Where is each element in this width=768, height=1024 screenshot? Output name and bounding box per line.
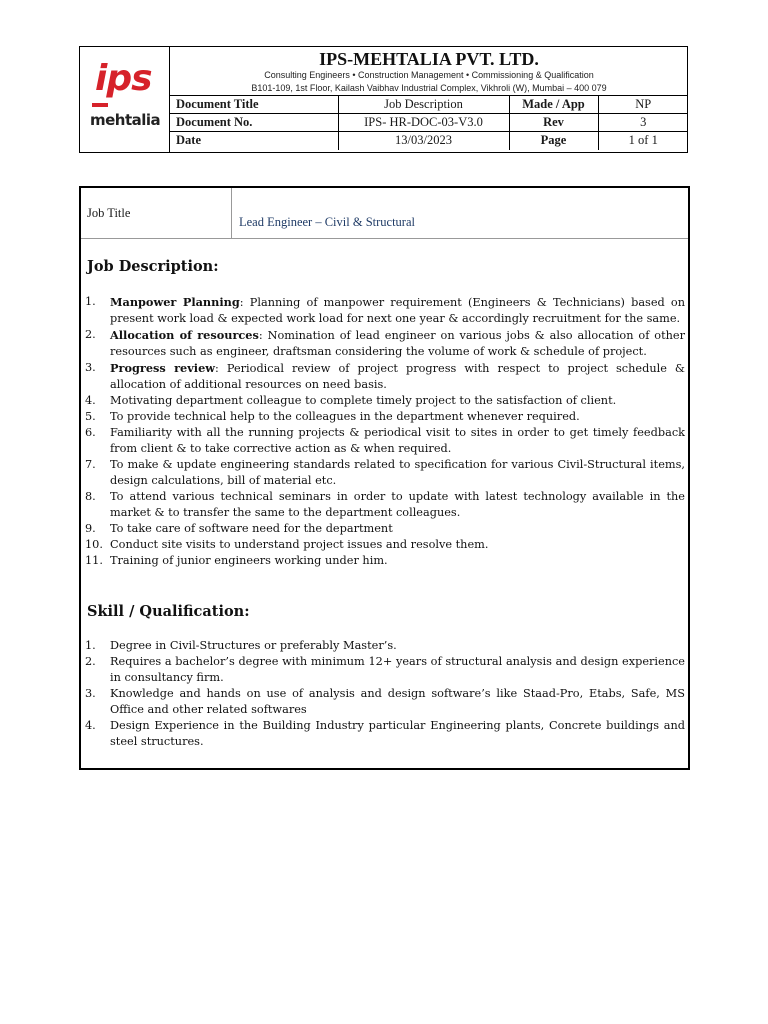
logo-accent-bar [92, 103, 108, 107]
list-item [85, 553, 685, 569]
list-item-text: To provide technical help to the colleagues in the department whenever required. [110, 410, 580, 423]
list-item [85, 638, 685, 654]
list-item-text: Requires a bachelor’s degree with minimum 12+ years of structural analysis and design experience in consultancy firm. [110, 655, 685, 684]
list-item-text: Degree in Civil-Structures or preferably Master’s. [110, 639, 397, 652]
list-item-number: 4. [85, 719, 96, 732]
document-meta-table [170, 95, 688, 150]
meta-label: Rev [509, 114, 598, 132]
company-name: IPS-MEHTALIA PVT. LTD. [319, 49, 539, 69]
list-item-number: 1. [85, 295, 96, 308]
list-item [85, 489, 685, 521]
list-item [85, 425, 685, 457]
list-item-number: 3. [85, 687, 96, 700]
meta-value: 13/03/2023 [338, 132, 509, 150]
list-item [85, 457, 685, 489]
list-item [85, 327, 685, 360]
list-item [85, 409, 685, 425]
list-item-number: 11. [85, 554, 103, 567]
job-description-list [85, 294, 685, 569]
list-item-title: Allocation of resources [110, 328, 259, 342]
list-item-text: Design Experience in the Building Industry particular Engineering plants, Concrete buildings and steel structures. [110, 719, 685, 748]
list-item-number: 2. [85, 655, 96, 668]
list-item-title: Progress review [110, 361, 216, 375]
company-logo [80, 47, 170, 152]
list-item-text: : Planning of manpower requirement (Engineers & Technicians) based on present work load & expected work load for next one year & accordingly recruitment for the same. [110, 296, 685, 325]
list-item-number: 7. [85, 458, 96, 471]
skill-qualification-list [85, 638, 685, 750]
list-item [85, 294, 685, 327]
list-item [85, 360, 685, 393]
list-item-number: 3. [85, 361, 96, 374]
list-item-number: 9. [85, 522, 96, 535]
job-title-value: Lead Engineer – Civil & Structural [239, 215, 415, 229]
logo-mehtalia-text: mehtalia [90, 111, 161, 129]
skill-qualification-heading: Skill / Qualification: [87, 603, 250, 620]
job-description-box [79, 186, 690, 770]
list-item [85, 686, 685, 718]
list-item-text: To make & update engineering standards related to specification for various Civil-Structural items, design calculations, bill of material etc. [110, 458, 685, 487]
list-item [85, 521, 685, 537]
list-item-number: 5. [85, 410, 96, 423]
meta-value: 1 of 1 [598, 132, 688, 150]
list-item-number: 8. [85, 490, 96, 503]
list-item-text: Motivating department colleague to complete timely project to the satisfaction of client. [110, 394, 617, 407]
job-title-row [81, 188, 688, 239]
meta-label: Document Title [170, 96, 338, 114]
list-item [85, 654, 685, 686]
list-item [85, 537, 685, 553]
meta-label: Date [170, 132, 338, 150]
logo-ips-text: ips [95, 58, 152, 99]
list-item-text: Conduct site visits to understand project issues and resolve them. [110, 538, 489, 551]
list-item-number: 2. [85, 328, 96, 341]
list-item-text: : Periodical review of project progress with respect to project schedule & allocation of additional resources on need basis. [110, 362, 685, 391]
list-item [85, 393, 685, 409]
meta-value: 3 [598, 114, 688, 132]
job-description-heading: Job Description: [87, 258, 219, 275]
list-item-text: To take care of software need for the department [110, 522, 393, 535]
list-item-number: 6. [85, 426, 96, 439]
list-item-text: Knowledge and hands on use of analysis and design software’s like Staad-Pro, Etabs, Safe, MS Office and other related softwares [110, 687, 685, 716]
meta-label: Page [509, 132, 598, 150]
company-address: B101-109, 1st Floor, Kailash Vaibhav Industrial Complex, Vikhroli (W), Mumbai – 400 079 [251, 83, 607, 93]
meta-row [170, 132, 688, 150]
meta-label: Made / App [509, 96, 598, 114]
list-item-title: Manpower Planning [110, 295, 240, 309]
list-item-text: Familiarity with all the running projects & periodical visit to sites in order to get timely feedback from client & to take corrective action as & when required. [110, 426, 685, 455]
list-item-number: 1. [85, 639, 96, 652]
document-header [79, 46, 688, 153]
meta-row [170, 96, 688, 114]
meta-row [170, 114, 688, 132]
list-item-number: 10. [85, 538, 103, 551]
list-item-number: 4. [85, 394, 96, 407]
company-services: Consulting Engineers • Construction Management • Commissioning & Qualification [264, 70, 594, 80]
job-title-label: Job Title [87, 206, 131, 220]
meta-label: Document No. [170, 114, 338, 132]
list-item-text: : Nomination of lead engineer on various jobs & also allocation of other resources such as engineer, draftsman considering the volume of work & schedule of project. [110, 329, 686, 358]
header-info [170, 47, 688, 152]
list-item-text: To attend various technical seminars in order to update with latest technology available in the market & to transfer the same to the department colleagues. [110, 490, 685, 519]
meta-value: NP [598, 96, 688, 114]
job-title-divider [231, 188, 232, 239]
meta-value: Job Description [338, 96, 509, 114]
list-item-text: Training of junior engineers working under him. [110, 554, 388, 567]
list-item [85, 718, 685, 750]
meta-value: IPS- HR-DOC-03-V3.0 [338, 114, 509, 132]
